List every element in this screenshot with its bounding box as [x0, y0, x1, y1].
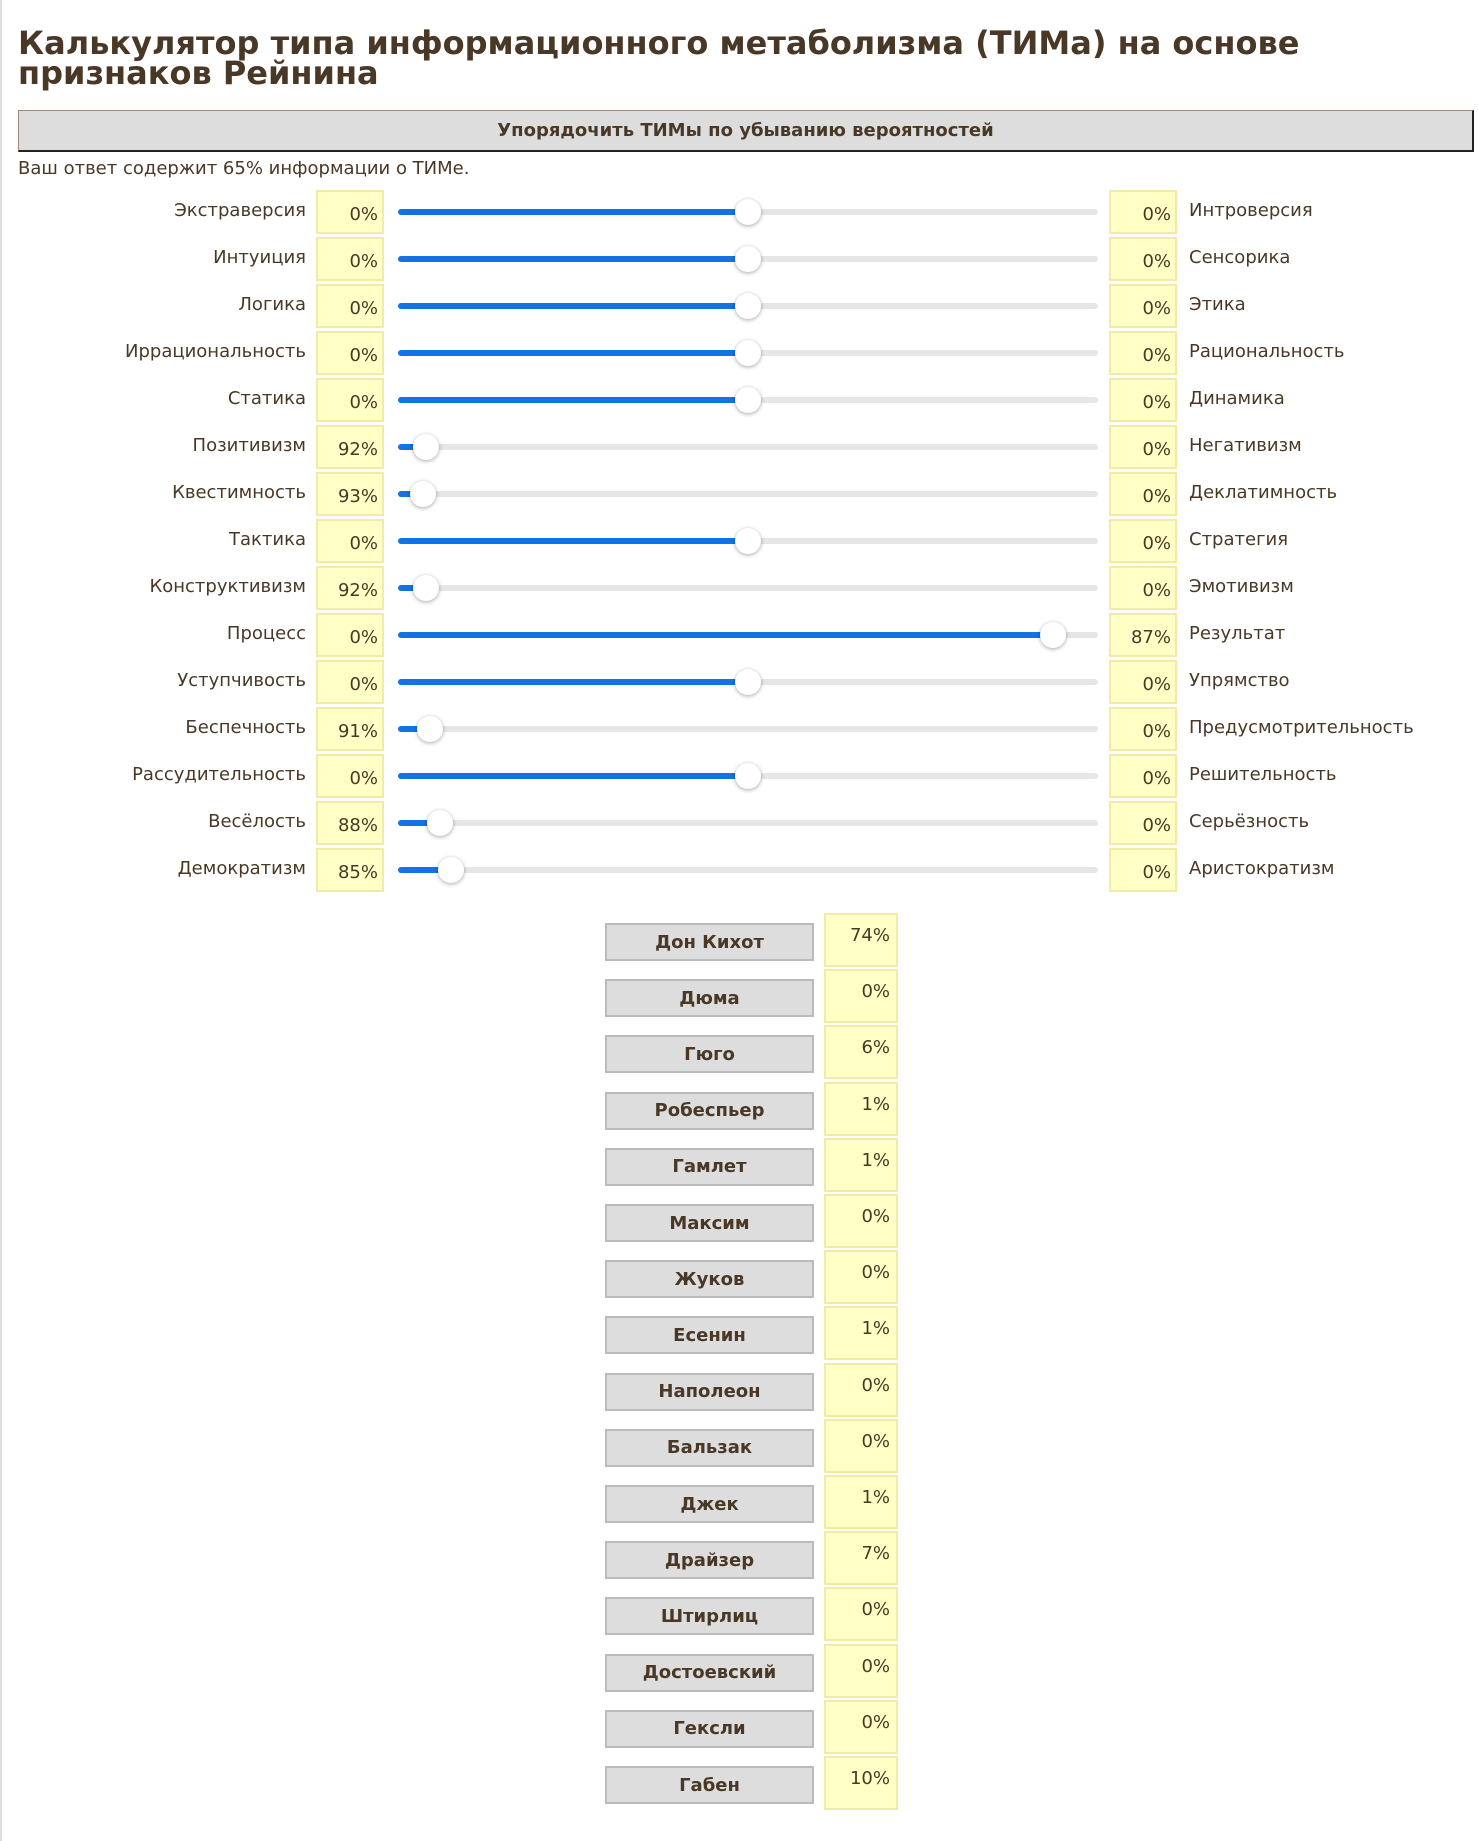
right-trait-percent: 0% — [1109, 331, 1177, 375]
tim-button[interactable]: Жуков — [605, 1260, 814, 1298]
slider-thumb[interactable] — [413, 575, 439, 601]
right-trait-label: Упрямство — [1189, 670, 1290, 691]
sort-tims-button[interactable]: Упорядочить ТИМы по убыванию вероятностей — [18, 110, 1474, 152]
slider-fill — [398, 256, 748, 262]
tim-button[interactable]: Дон Кихот — [605, 923, 814, 961]
right-trait-percent: 0% — [1109, 237, 1177, 281]
slider-thumb[interactable] — [735, 199, 761, 225]
trait-slider[interactable] — [398, 867, 1098, 873]
right-trait-label: Негативизм — [1189, 435, 1302, 456]
right-trait-label: Этика — [1189, 294, 1246, 315]
left-trait-label: Логика — [238, 294, 306, 315]
trait-slider[interactable] — [398, 538, 1098, 544]
tim-probability: 0% — [824, 1700, 898, 1754]
tim-row — [2, 969, 1478, 1025]
left-trait-percent: 0% — [316, 190, 384, 234]
tim-probability: 0% — [824, 969, 898, 1023]
tim-button[interactable]: Гамлет — [605, 1148, 814, 1186]
info-text: Ваш ответ содержит 65% информации о ТИМе. — [18, 158, 470, 179]
left-trait-label: Процесс — [226, 623, 306, 644]
slider-thumb[interactable] — [427, 810, 453, 836]
left-trait-label: Уступчивость — [177, 670, 306, 691]
left-trait-percent: 92% — [316, 566, 384, 610]
tim-probability: 0% — [824, 1644, 898, 1698]
left-trait-percent: 88% — [316, 801, 384, 845]
left-trait-label: Беспечность — [185, 717, 306, 738]
trait-row — [2, 425, 1478, 469]
left-trait-percent: 93% — [316, 472, 384, 516]
tim-row — [2, 1306, 1478, 1362]
tim-button[interactable]: Максим — [605, 1204, 814, 1242]
tim-row — [2, 1700, 1478, 1756]
right-trait-percent: 0% — [1109, 519, 1177, 563]
left-trait-percent: 0% — [316, 754, 384, 798]
trait-slider[interactable] — [398, 679, 1098, 685]
slider-fill — [398, 538, 748, 544]
trait-slider[interactable] — [398, 350, 1098, 356]
tim-probability: 0% — [824, 1363, 898, 1417]
right-trait-percent: 0% — [1109, 754, 1177, 798]
tim-row — [2, 1531, 1478, 1587]
tim-probability: 6% — [824, 1025, 898, 1079]
trait-slider[interactable] — [398, 773, 1098, 779]
left-trait-label: Экстраверсия — [174, 200, 306, 221]
left-trait-percent: 0% — [316, 237, 384, 281]
right-trait-percent: 0% — [1109, 284, 1177, 328]
trait-slider[interactable] — [398, 632, 1098, 638]
tim-row — [2, 1363, 1478, 1419]
right-trait-percent: 0% — [1109, 660, 1177, 704]
left-trait-percent: 0% — [316, 660, 384, 704]
trait-slider[interactable] — [398, 491, 1098, 497]
tim-button[interactable]: Есенин — [605, 1316, 814, 1354]
slider-thumb[interactable] — [735, 387, 761, 413]
right-trait-label: Результат — [1189, 623, 1286, 644]
right-trait-percent: 0% — [1109, 378, 1177, 422]
right-trait-percent: 87% — [1109, 613, 1177, 657]
left-trait-label: Весёлость — [208, 811, 306, 832]
trait-row — [2, 754, 1478, 798]
tim-row — [2, 1419, 1478, 1475]
tim-probability: 1% — [824, 1082, 898, 1136]
right-trait-percent: 0% — [1109, 707, 1177, 751]
trait-slider[interactable] — [398, 256, 1098, 262]
slider-thumb[interactable] — [735, 528, 761, 554]
left-trait-percent: 0% — [316, 519, 384, 563]
slider-thumb[interactable] — [413, 434, 439, 460]
tim-button[interactable]: Штирлиц — [605, 1597, 814, 1635]
trait-slider[interactable] — [398, 303, 1098, 309]
tim-button[interactable]: Дюма — [605, 979, 814, 1017]
left-trait-label: Позитивизм — [192, 435, 306, 456]
slider-fill — [398, 350, 748, 356]
right-trait-label: Сенсорика — [1189, 247, 1291, 268]
right-trait-label: Предусмотрительность — [1189, 717, 1414, 738]
slider-fill — [398, 209, 748, 215]
slider-fill — [398, 632, 1053, 638]
trait-slider[interactable] — [398, 820, 1098, 826]
tim-probability: 7% — [824, 1531, 898, 1585]
left-trait-percent: 85% — [316, 848, 384, 892]
tim-button[interactable]: Гюго — [605, 1035, 814, 1073]
left-trait-label: Статика — [227, 388, 306, 409]
right-trait-label: Стратегия — [1189, 529, 1289, 550]
right-trait-label: Серьёзность — [1189, 811, 1310, 832]
tim-button[interactable]: Гексли — [605, 1710, 814, 1748]
tim-button[interactable]: Наполеон — [605, 1373, 814, 1411]
tim-probability: 0% — [824, 1194, 898, 1248]
tim-button[interactable]: Бальзак — [605, 1429, 814, 1467]
slider-fill — [398, 303, 748, 309]
left-trait-label: Конструктивизм — [149, 576, 306, 597]
slider-thumb[interactable] — [735, 763, 761, 789]
slider-thumb[interactable] — [735, 246, 761, 272]
tim-row — [2, 1025, 1478, 1081]
trait-slider[interactable] — [398, 444, 1098, 450]
slider-thumb[interactable] — [735, 293, 761, 319]
trait-row — [2, 519, 1478, 563]
left-trait-label: Интуиция — [213, 247, 306, 268]
tim-probability: 1% — [824, 1475, 898, 1529]
left-trait-label: Тактика — [229, 529, 306, 550]
right-trait-label: Решительность — [1189, 764, 1337, 785]
trait-row — [2, 707, 1478, 751]
slider-thumb[interactable] — [735, 669, 761, 695]
trait-row — [2, 848, 1478, 892]
tim-button[interactable]: Драйзер — [605, 1541, 814, 1579]
trait-row — [2, 331, 1478, 375]
tim-button[interactable]: Робеспьер — [605, 1092, 814, 1130]
trait-row — [2, 801, 1478, 845]
right-trait-label: Эмотивизм — [1189, 576, 1294, 597]
tim-probability: 1% — [824, 1138, 898, 1192]
left-trait-percent: 92% — [316, 425, 384, 469]
left-trait-percent: 91% — [316, 707, 384, 751]
tim-probability: 0% — [824, 1250, 898, 1304]
slider-thumb[interactable] — [1040, 622, 1066, 648]
trait-row — [2, 660, 1478, 704]
right-trait-label: Динамика — [1189, 388, 1285, 409]
tim-probability: 10% — [824, 1756, 898, 1810]
left-trait-percent: 0% — [316, 613, 384, 657]
left-trait-label: Демократизм — [177, 858, 306, 879]
trait-slider[interactable] — [398, 726, 1098, 732]
tim-probability: 0% — [824, 1419, 898, 1473]
tim-row — [2, 1475, 1478, 1531]
tim-probability: 74% — [824, 913, 898, 967]
slider-thumb[interactable] — [735, 340, 761, 366]
tim-button[interactable]: Габен — [605, 1766, 814, 1804]
tim-row — [2, 1082, 1478, 1138]
left-trait-percent: 0% — [316, 284, 384, 328]
trait-row — [2, 378, 1478, 422]
right-trait-label: Интроверсия — [1189, 200, 1313, 221]
tim-button[interactable]: Достоевский — [605, 1654, 814, 1692]
right-trait-percent: 0% — [1109, 801, 1177, 845]
trait-row — [2, 472, 1478, 516]
slider-fill — [398, 397, 748, 403]
right-trait-percent: 0% — [1109, 566, 1177, 610]
trait-row — [2, 237, 1478, 281]
right-trait-percent: 0% — [1109, 190, 1177, 234]
right-trait-percent: 0% — [1109, 425, 1177, 469]
trait-slider[interactable] — [398, 585, 1098, 591]
trait-slider[interactable] — [398, 397, 1098, 403]
slider-thumb[interactable] — [410, 481, 436, 507]
slider-fill — [398, 773, 748, 779]
tim-probability: 0% — [824, 1587, 898, 1641]
page-title: Калькулятор типа информационного метаболизма (ТИМа) на основе признаков Рейнина — [18, 24, 1300, 92]
trait-row — [2, 566, 1478, 610]
right-trait-label: Деклатимность — [1189, 482, 1338, 503]
tim-row — [2, 1587, 1478, 1643]
tim-button[interactable]: Джек — [605, 1485, 814, 1523]
slider-fill — [398, 679, 748, 685]
left-trait-label: Иррациональность — [125, 341, 306, 362]
trait-row — [2, 613, 1478, 657]
tim-row — [2, 1194, 1478, 1250]
tim-row — [2, 1250, 1478, 1306]
left-trait-percent: 0% — [316, 331, 384, 375]
tim-probability: 1% — [824, 1306, 898, 1360]
right-trait-label: Рациональность — [1189, 341, 1345, 362]
left-trait-label: Квестимность — [172, 482, 306, 503]
trait-row — [2, 284, 1478, 328]
tim-row — [2, 1138, 1478, 1194]
tim-row — [2, 1756, 1478, 1812]
tim-row — [2, 1644, 1478, 1700]
tim-row — [2, 913, 1478, 969]
slider-thumb[interactable] — [417, 716, 443, 742]
left-trait-percent: 0% — [316, 378, 384, 422]
right-trait-label: Аристократизм — [1189, 858, 1335, 879]
left-trait-label: Рассудительность — [132, 764, 306, 785]
right-trait-percent: 0% — [1109, 472, 1177, 516]
right-trait-percent: 0% — [1109, 848, 1177, 892]
trait-row — [2, 190, 1478, 234]
slider-thumb[interactable] — [438, 857, 464, 883]
trait-slider[interactable] — [398, 209, 1098, 215]
